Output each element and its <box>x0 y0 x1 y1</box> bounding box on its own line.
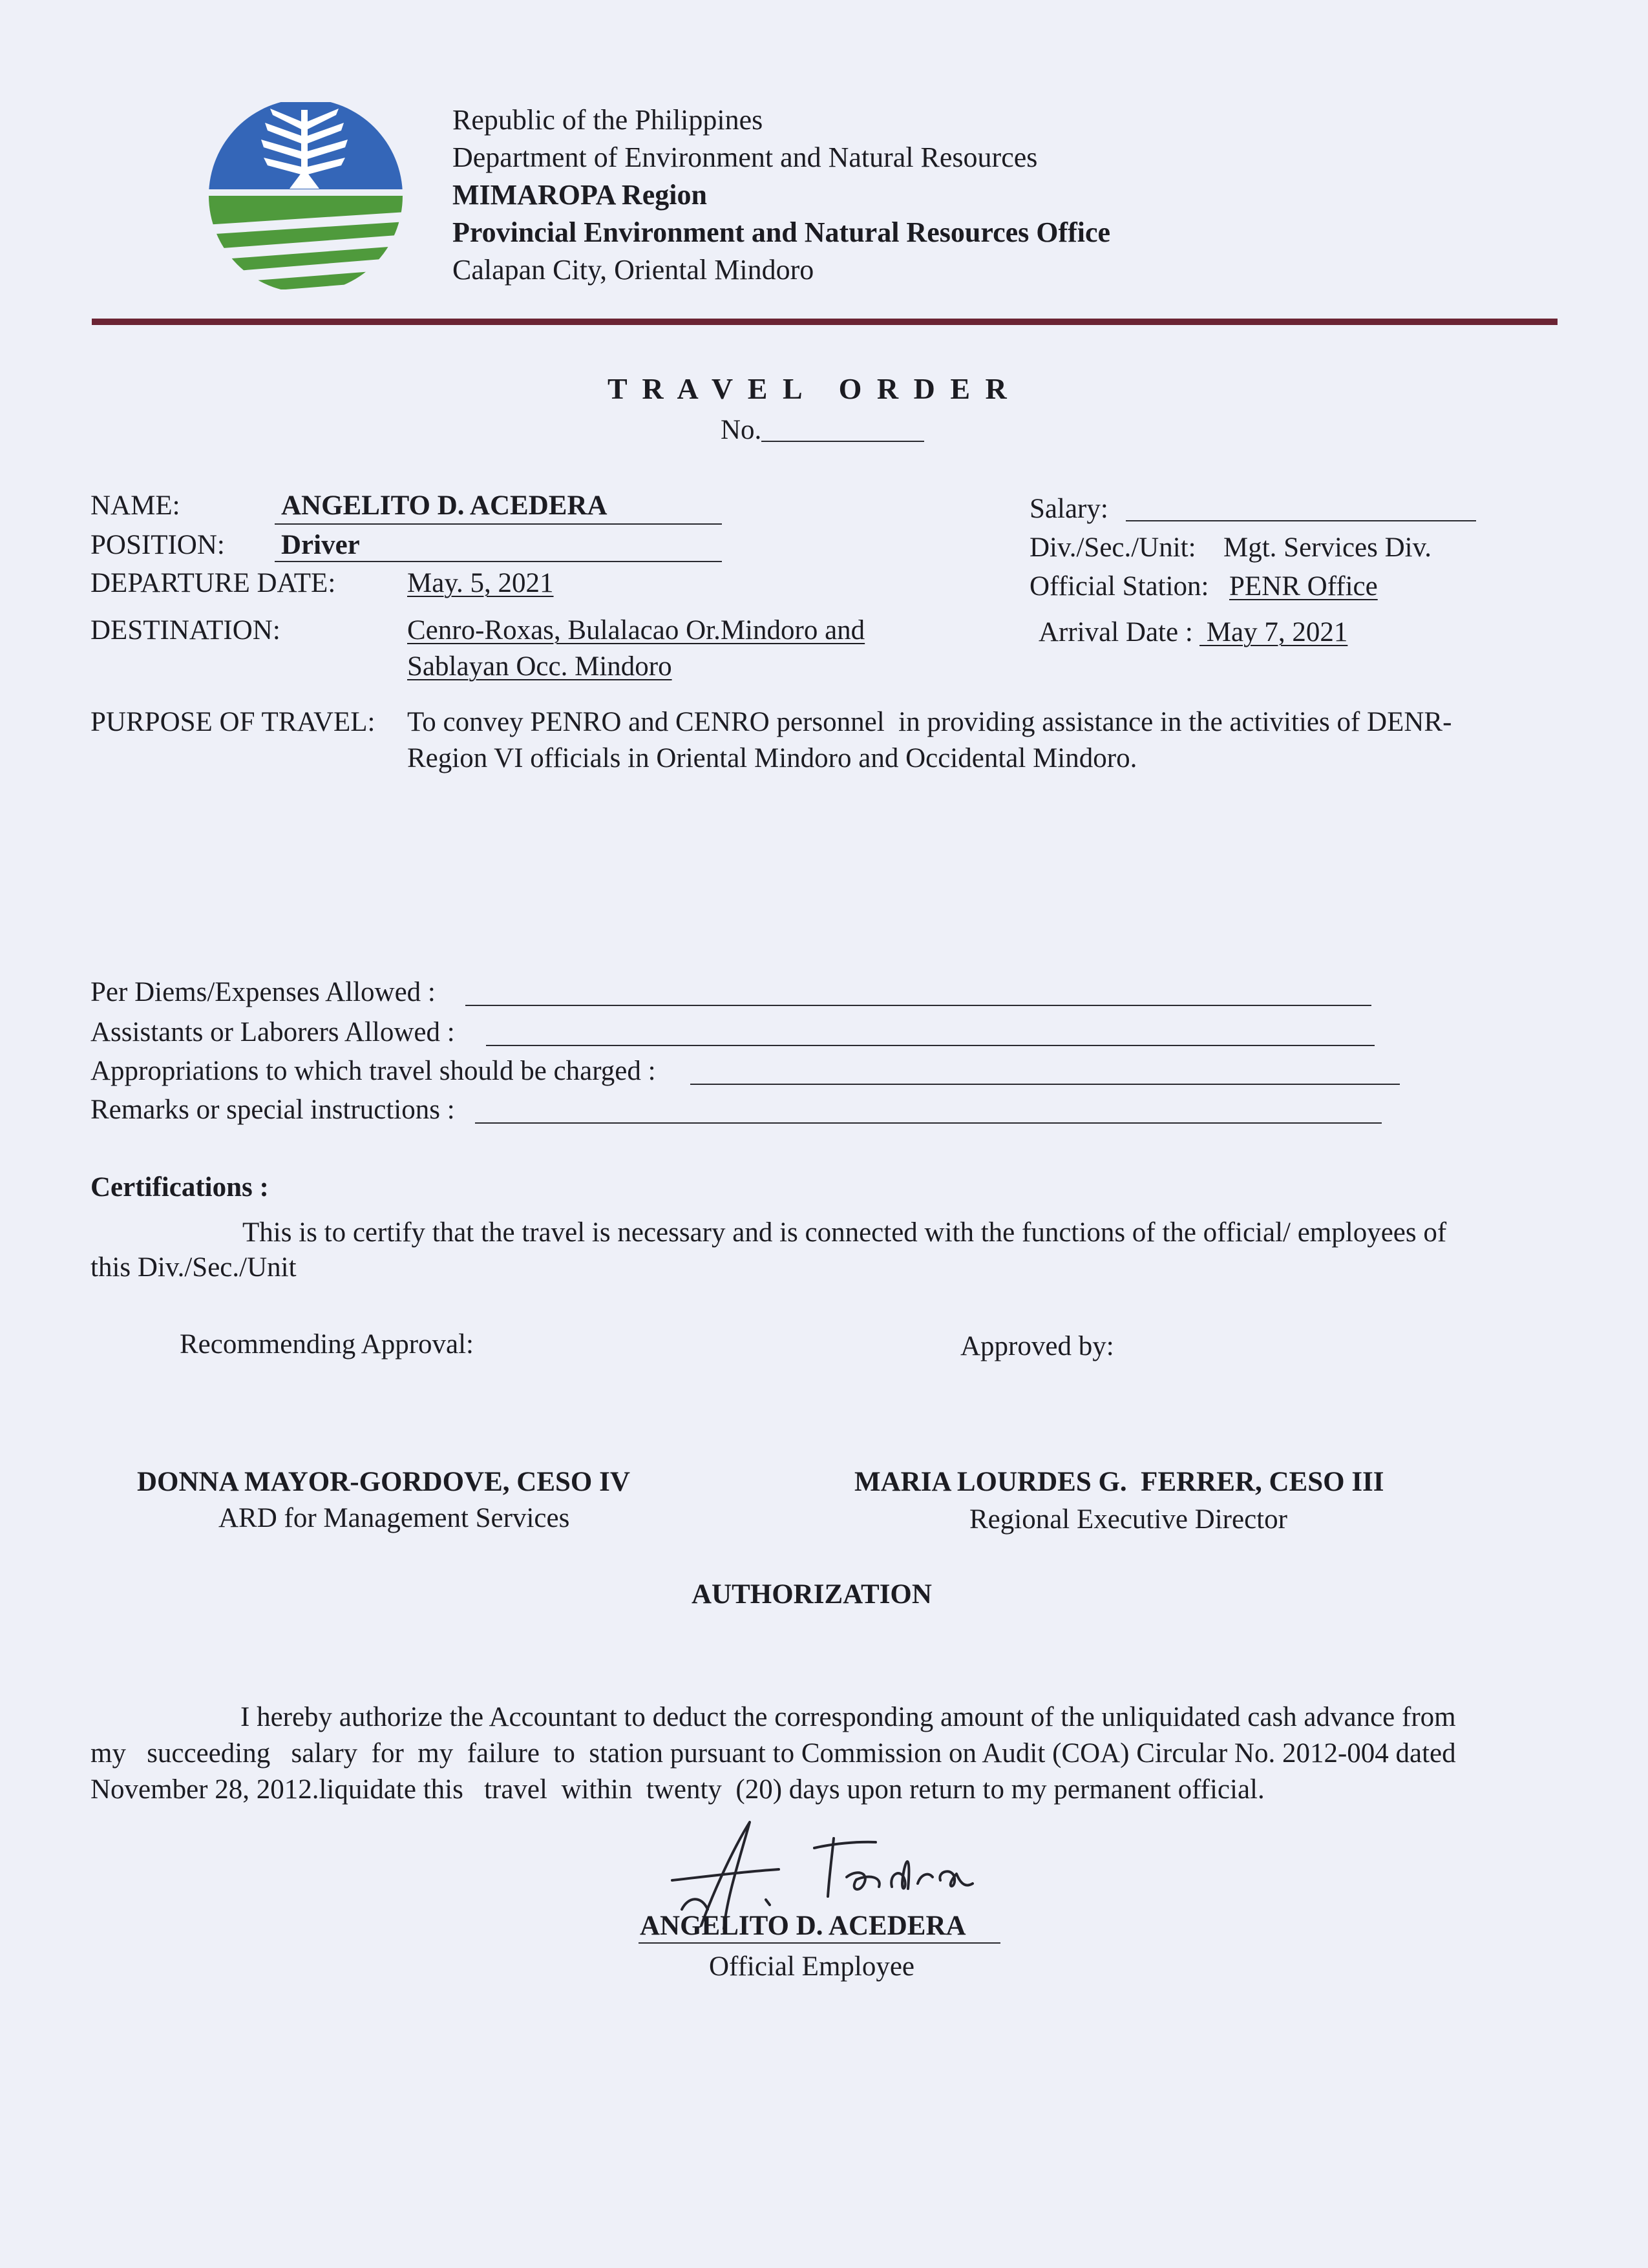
authorization-line1: I hereby authorize the Accountant to deduct the corresponding amount of the unliquidated cash advance from <box>240 1702 1456 1732</box>
assistants-label: Assistants or Laborers Allowed : <box>90 1017 455 1047</box>
denr-seal-icon <box>206 102 406 289</box>
arrival-date-label: Arrival Date : <box>1039 617 1193 647</box>
header-line-department: Department of Environment and Natural Resources <box>452 142 1038 173</box>
header-line-city: Calapan City, Oriental Mindoro <box>452 254 814 286</box>
certifications-line2: this Div./Sec./Unit <box>90 1252 297 1283</box>
departure-date-value: May. 5, 2021 <box>407 568 554 598</box>
appropriations-label: Appropriations to which travel should be charged : <box>90 1056 656 1086</box>
recommender-name: DONNA MAYOR-GORDOVE, CESO IV <box>137 1467 630 1497</box>
appropriations-blank <box>690 1084 1400 1085</box>
approver-title: Regional Executive Director <box>969 1504 1287 1535</box>
official-station-value: PENR Office <box>1229 571 1378 602</box>
header-rule <box>92 319 1558 325</box>
per-diems-blank <box>465 1005 1371 1006</box>
position-label: POSITION: <box>90 530 225 560</box>
assistants-blank <box>486 1045 1375 1046</box>
official-station-label: Official Station: <box>1030 571 1209 602</box>
employee-name: ANGELITO D. ACEDERA <box>640 1911 966 1941</box>
order-number-blank <box>761 441 924 442</box>
purpose-label: PURPOSE OF TRAVEL: <box>90 707 375 737</box>
salary-label: Salary: <box>1030 494 1108 524</box>
header-line-office: Provincial Environment and Natural Resources Office <box>452 216 1111 248</box>
approved-by-label: Approved by: <box>960 1331 1114 1361</box>
recommending-approval-label: Recommending Approval: <box>180 1329 474 1360</box>
salary-blank <box>1126 520 1476 521</box>
name-value: ANGELITO D. ACEDERA <box>281 490 607 521</box>
destination-label: DESTINATION: <box>90 615 280 646</box>
authorization-line3: November 28, 2012.liquidate this travel within twenty (20) days upon return to my permanent official. <box>90 1774 1265 1805</box>
div-sec-unit-value: Mgt. Services Div. <box>1223 532 1432 563</box>
name-underline <box>275 523 722 525</box>
name-label: NAME: <box>90 490 180 521</box>
recommender-title: ARD for Management Services <box>218 1503 570 1533</box>
remarks-label: Remarks or special instructions : <box>90 1095 455 1125</box>
employee-title: Official Employee <box>709 1951 915 1982</box>
certifications-line1: This is to certify that the travel is necessary and is connected with the functions of the official/ employees of <box>242 1217 1447 1248</box>
approver-name: MARIA LOURDES G. FERRER, CESO III <box>854 1467 1384 1497</box>
certifications-heading: Certifications : <box>90 1172 269 1202</box>
authorization-heading: AUTHORIZATION <box>692 1579 932 1610</box>
destination-value-line2: Sablayan Occ. Mindoro <box>407 651 672 682</box>
per-diems-label: Per Diems/Expenses Allowed : <box>90 977 436 1007</box>
position-underline <box>275 561 722 562</box>
destination-value-line1: Cenro-Roxas, Bulalacao Or.Mindoro and <box>407 615 865 646</box>
header-line-republic: Republic of the Philippines <box>452 104 763 136</box>
authorization-line2: my succeeding salary for my failure to station pursuant to Commission on Audit (COA) Circular No. 2012-004 dated <box>90 1738 1456 1769</box>
order-number-label: No. <box>721 415 762 445</box>
document-title: T R A V E L O R D E R <box>607 372 1011 405</box>
position-value: Driver <box>281 530 360 560</box>
arrival-date-value: May 7, 2021 <box>1199 617 1348 647</box>
employee-name-underline <box>639 1942 1000 1944</box>
purpose-line2: Region VI officials in Oriental Mindoro and Occidental Mindoro. <box>407 743 1137 773</box>
div-sec-unit-label: Div./Sec./Unit: <box>1030 532 1196 563</box>
remarks-blank <box>475 1122 1382 1124</box>
departure-date-label: DEPARTURE DATE: <box>90 568 336 598</box>
header-line-region: MIMAROPA Region <box>452 179 707 211</box>
purpose-line1: To convey PENRO and CENRO personnel in providing assistance in the activities of DENR- <box>407 707 1452 737</box>
